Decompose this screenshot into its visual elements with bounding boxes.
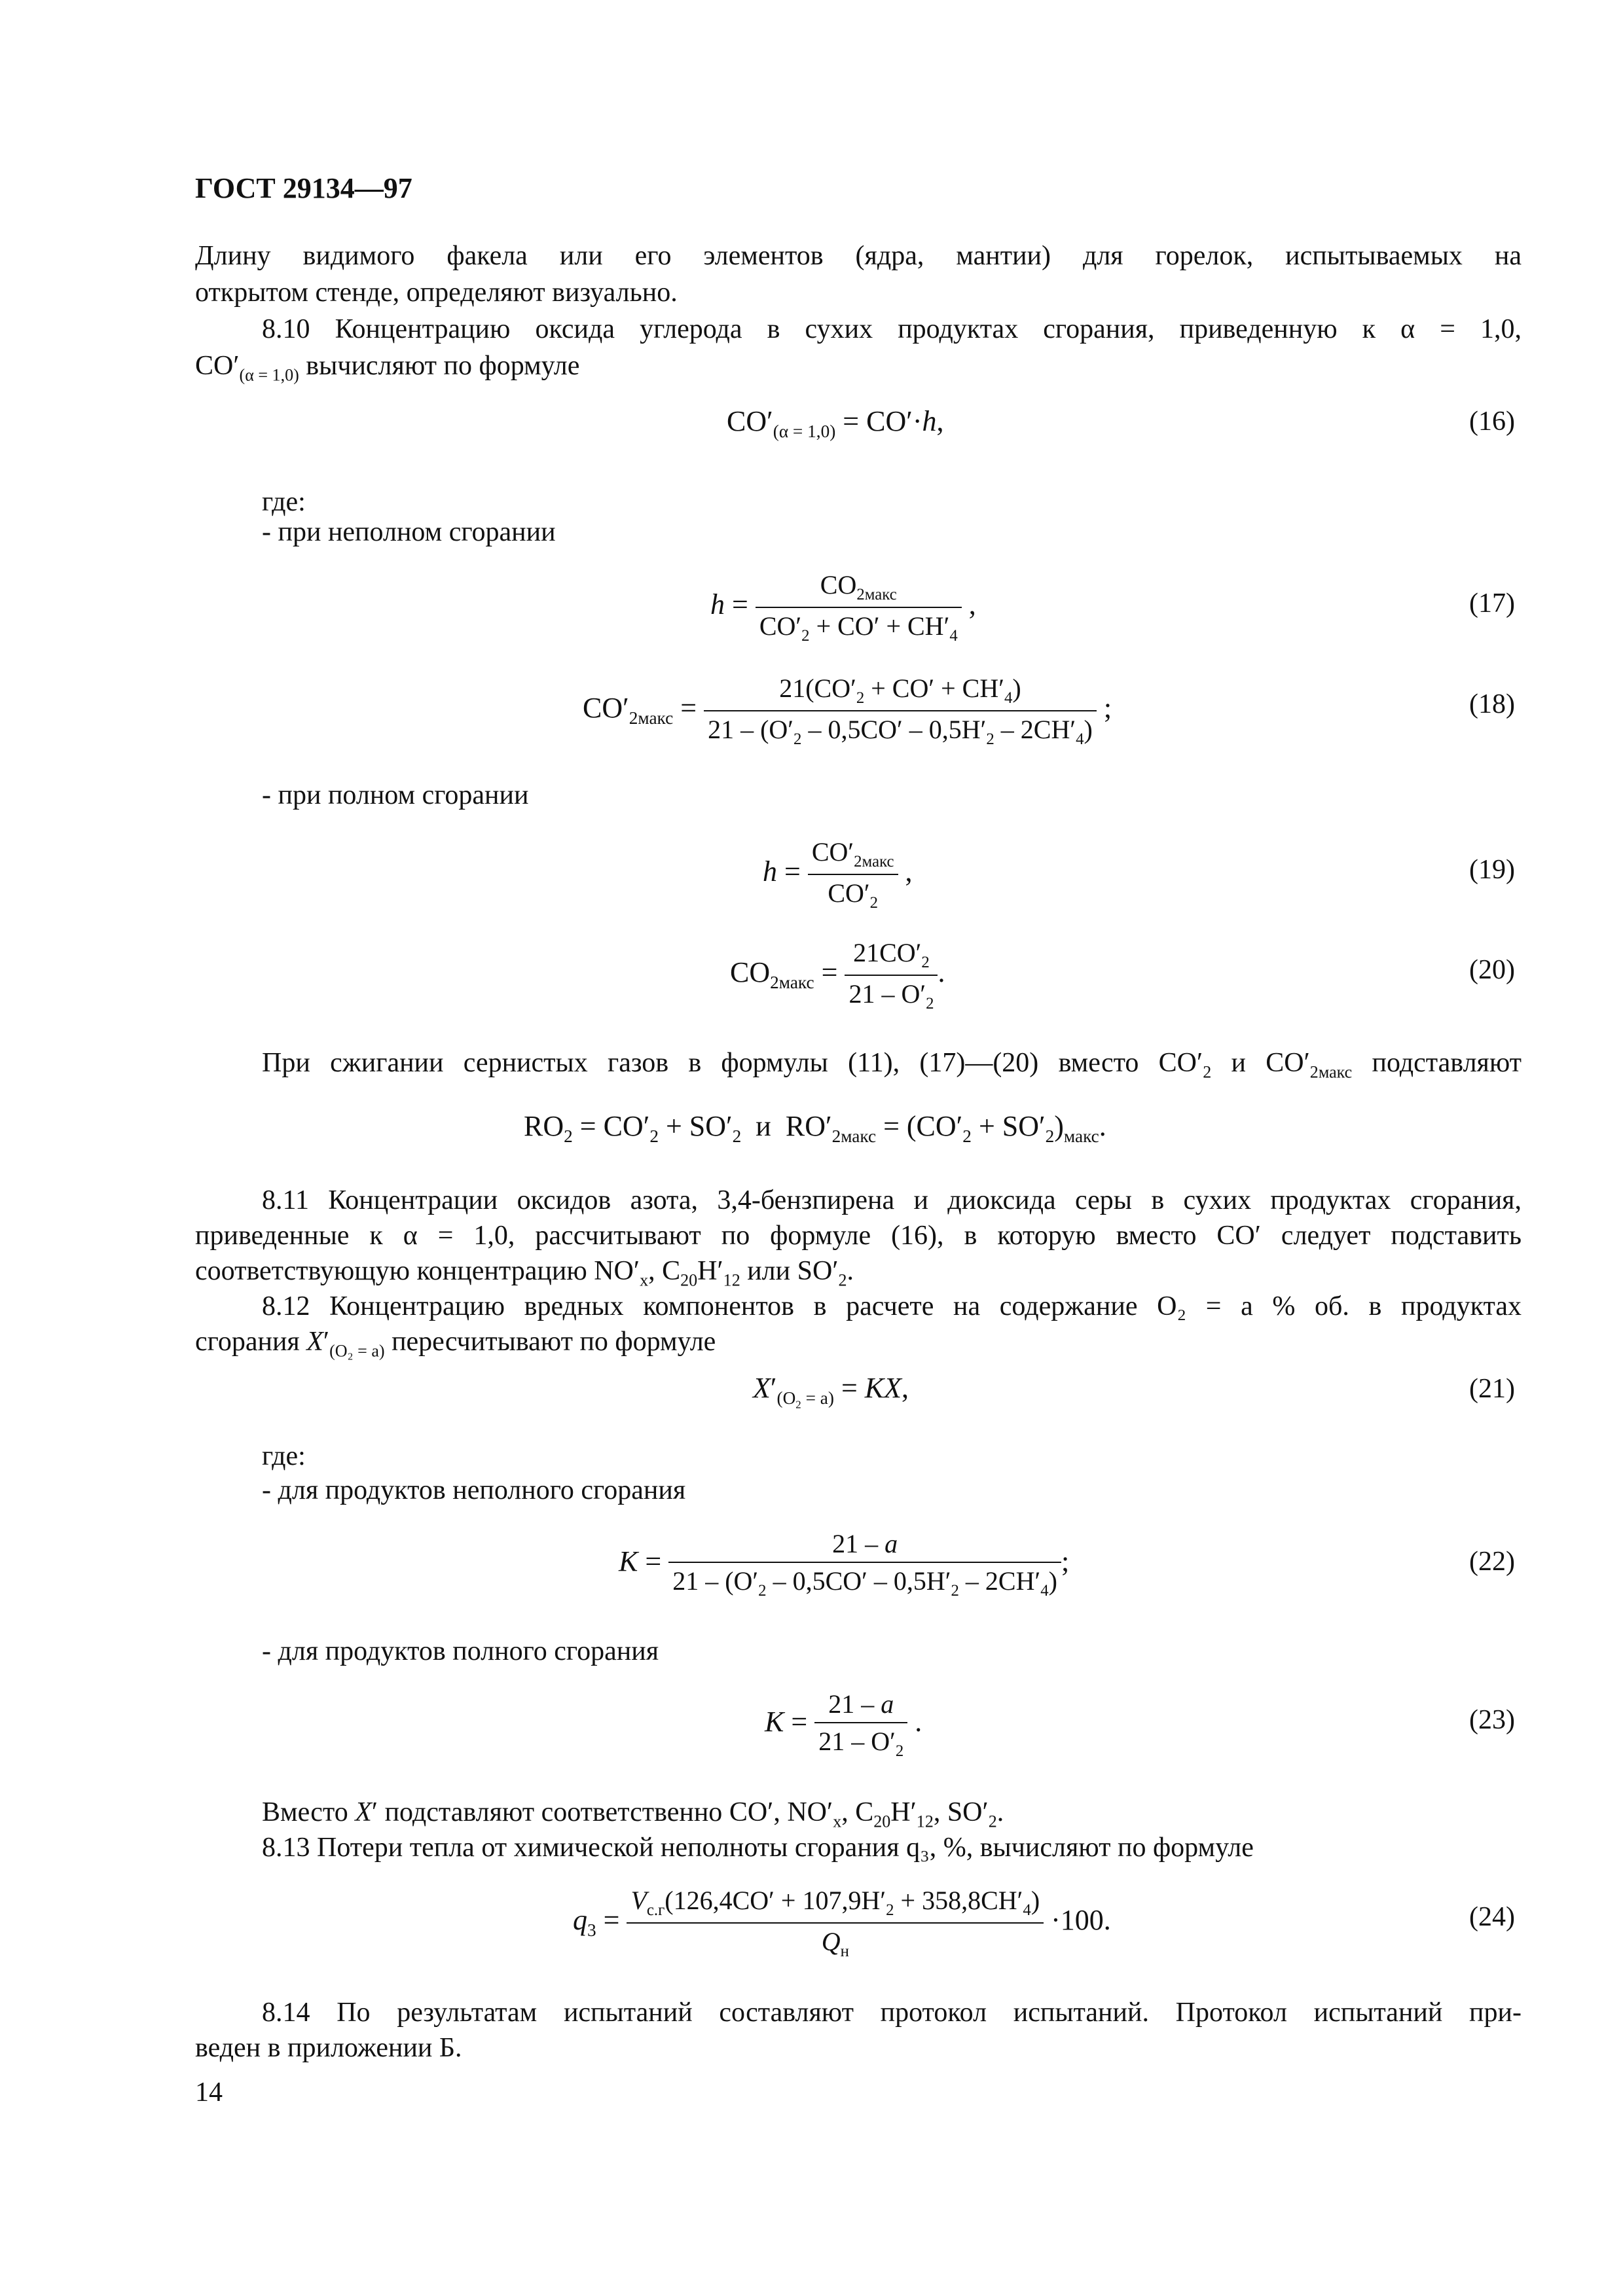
paragraph-line: 8.13 Потери тепла от химической неполноты сгорания q₃, %, вычисляют по формуле xyxy=(262,1833,1254,1863)
condition-label: - при неполном сгорании xyxy=(262,517,556,547)
equation-22: K = $\frac{21 - a}{21 - (O'_2 - 0,5CO' - 0,5H'_2 - 2CH'_4)}$ ; xyxy=(619,1529,1070,1600)
equation-18: $CO'_{2макс}$ = $\frac{21(CO'_2 + CO' + CH'_4)}{21 - (O'_2 - 0,5CO' - 0,5H'_2 - 2CH'_4)}$ ; xyxy=(583,673,1112,748)
equation-ro2: $RO_2 = CO'_2 + SO'_2$ и $RO'_{2макс} = (CO'_2 + SO'_2)_{макс}$. xyxy=(524,1110,1106,1146)
paragraph-line: соответствующую концентрацию $NO'_x$, $C_{20}H'_{12}$ или $SO'_2$. xyxy=(195,1256,854,1290)
equation-20: $CO_{2макс}$ = $\frac{21CO'_2}{21 - O'_2}$ . xyxy=(730,938,945,1013)
equation-number: (20) xyxy=(1469,955,1515,985)
condition-label: - для продуктов полного сгорания xyxy=(262,1636,659,1666)
equation-number: (17) xyxy=(1469,588,1515,619)
equation-number: (22) xyxy=(1469,1547,1515,1577)
paragraph-line: 8.14 По результатам испытаний составляют протокол испытаний. Протокол испытаний при- xyxy=(262,1998,1522,2028)
paragraph-line: приведенные к α = 1,0, рассчитывают по формуле (16), в которую вместо CO′ следует подставить xyxy=(195,1221,1522,1251)
paragraph-line: 8.10 Концентрацию оксида углерода в сухих продуктах сгорания, приведенную к α = 1,0, xyxy=(262,314,1522,344)
where-label: где: xyxy=(262,487,306,517)
paragraph-line: Длину видимого факела или его элементов (ядра, мантии) для горелок, испытываемых на xyxy=(195,241,1522,271)
condition-label: - при полном сгорании xyxy=(262,780,529,810)
paragraph-line: При сжигании сернистых газов в формулы (11), (17)—(20) вместо $CO'_2$ и $CO'_{2макс}$ подставляют xyxy=(262,1048,1522,1082)
paragraph-line: открытом стенде, определяют визуально. xyxy=(195,278,678,308)
paragraph-line: Вместо X′ подставляют соответственно CO′, $NO'_x$, $C_{20}H'_{12}$, $SO'_2$. xyxy=(262,1797,1004,1831)
equation-23: K = $\frac{21 - a}{21 - O'_2}$ . xyxy=(765,1689,922,1760)
where-label: где: xyxy=(262,1441,306,1471)
equation-17: h = $\frac{CO_{2макс}}{CO'_2 + CO' + CH'_4}$ , xyxy=(710,570,976,645)
paragraph-line: 8.11 Концентрации оксидов азота, 3,4-бензпирена и диоксида серы в сухих продуктах сгорания, xyxy=(262,1185,1522,1215)
equation-19: h = $\frac{CO'_{2макс}}{CO'_2}$ , xyxy=(763,837,913,912)
paragraph-line: $CO'_{(\alpha = 1,0)}$ вычисляют по формуле xyxy=(195,351,580,385)
equation-number: (24) xyxy=(1469,1902,1515,1932)
paragraph-line: сгорания $X'_{(O_2 = a)}$ пересчитывают по формуле xyxy=(195,1327,716,1361)
page-number: 14 xyxy=(195,2077,223,2108)
condition-label: - для продуктов неполного сгорания xyxy=(262,1475,686,1505)
paragraph-line: веден в приложении Б. xyxy=(195,2033,462,2063)
equation-number: (23) xyxy=(1469,1705,1515,1735)
equation-number: (18) xyxy=(1469,689,1515,719)
equation-number: (16) xyxy=(1469,406,1515,437)
equation-24: $q_3$ = $\frac{V_{с.г}(126,4CO' + 107,9H'_2 + 358,8CH'_4)}{Q_н}$ ·100. xyxy=(573,1886,1111,1960)
equation-number: (21) xyxy=(1469,1374,1515,1404)
equation-number: (19) xyxy=(1469,855,1515,885)
equation-16: $CO'_{(\alpha = 1,0)} = CO'\cdot h$, xyxy=(727,405,944,441)
document-code: ГОСТ 29134—97 xyxy=(195,172,412,204)
equation-21: $X'_{(O_2 = a)}$ = KX, xyxy=(753,1372,909,1411)
paragraph-line: 8.12 Концентрацию вредных компонентов в расчете на содержание O₂ = a % об. в продуктах xyxy=(262,1291,1522,1321)
